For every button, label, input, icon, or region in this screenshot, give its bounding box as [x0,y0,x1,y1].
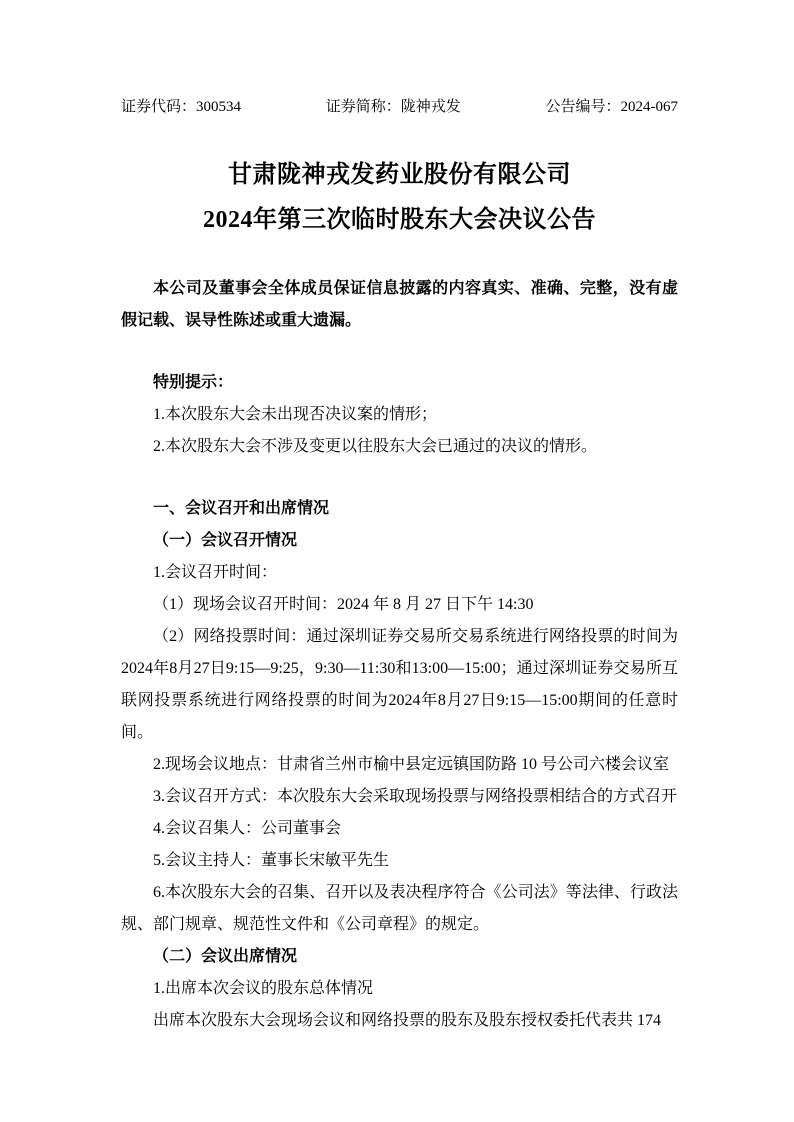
section-1-2-heading: （二）会议出席情况 [153,948,298,965]
legality-statement: 6.本次股东大会的召集、召开以及表决程序符合《公司法》等法律、行政法规、部门规章、规范性文件和《公司章程》的规定。 [121,884,678,933]
attendance-detail: 出席本次股东大会现场会议和网络投票的股东及股东授权委托代表共 174 [153,1012,662,1029]
document-header [121,97,678,117]
meeting-time-label: 1.会议召开时间： [153,564,278,581]
meeting-location: 2.现场会议地点：甘肃省兰州市榆中县定远镇国防路 10 号公司六楼会议室 [153,756,670,773]
special-notice-item-2: 2.本次股东大会不涉及变更以往股东大会已通过的决议的情形。 [153,438,598,455]
section-1-heading: 一、会议召开和出席情况 [153,500,330,517]
document-body [121,273,678,1037]
section-1-1-heading: （一）会议召开情况 [153,532,298,549]
document-title-line2: 2024年第三次临时股东大会决议公告 [203,207,596,233]
meeting-host: 5.会议主持人：董事长宋敏平先生 [153,852,390,869]
meeting-method: 3.会议召开方式：本次股东大会采取现场投票与网络投票相结合的方式召开 [153,788,678,805]
special-notice-item-1: 1.本次股东大会未出现否决议案的情形； [153,406,438,423]
disclaimer-paragraph: 本公司及董事会全体成员保证信息披露的内容真实、准确、完整，没有虚假记载、误导性陈述或重大遗漏。 [121,280,678,329]
stock-name: 证券简称：陇神戎发 [325,99,461,115]
meeting-convener: 4.会议召集人：公司董事会 [153,820,342,837]
online-voting-time: （2）网络投票时间：通过深圳证券交易所交易系统进行网络投票的时间为2024年8月27日9:15—9:25，9:30—11:30和13:00—15:00；通过深圳证券交易所互联网投票系统进行网络投票的时间为2024年8月27日9:15—15:00期间的任意时间。 [121,628,678,741]
document-title-line1: 甘肃陇神戎发药业股份有限公司 [228,162,571,188]
stock-code: 证券代码：300534 [121,99,242,115]
special-notice-heading: 特别提示： [153,374,234,391]
attendance-overview-label: 1.出席本次会议的股东总体情况 [153,980,374,997]
announcement-number: 公告编号：2024-067 [545,99,678,115]
onsite-meeting-time: （1）现场会议召开时间：2024 年 8 月 27 日下午 14:30 [153,596,534,613]
